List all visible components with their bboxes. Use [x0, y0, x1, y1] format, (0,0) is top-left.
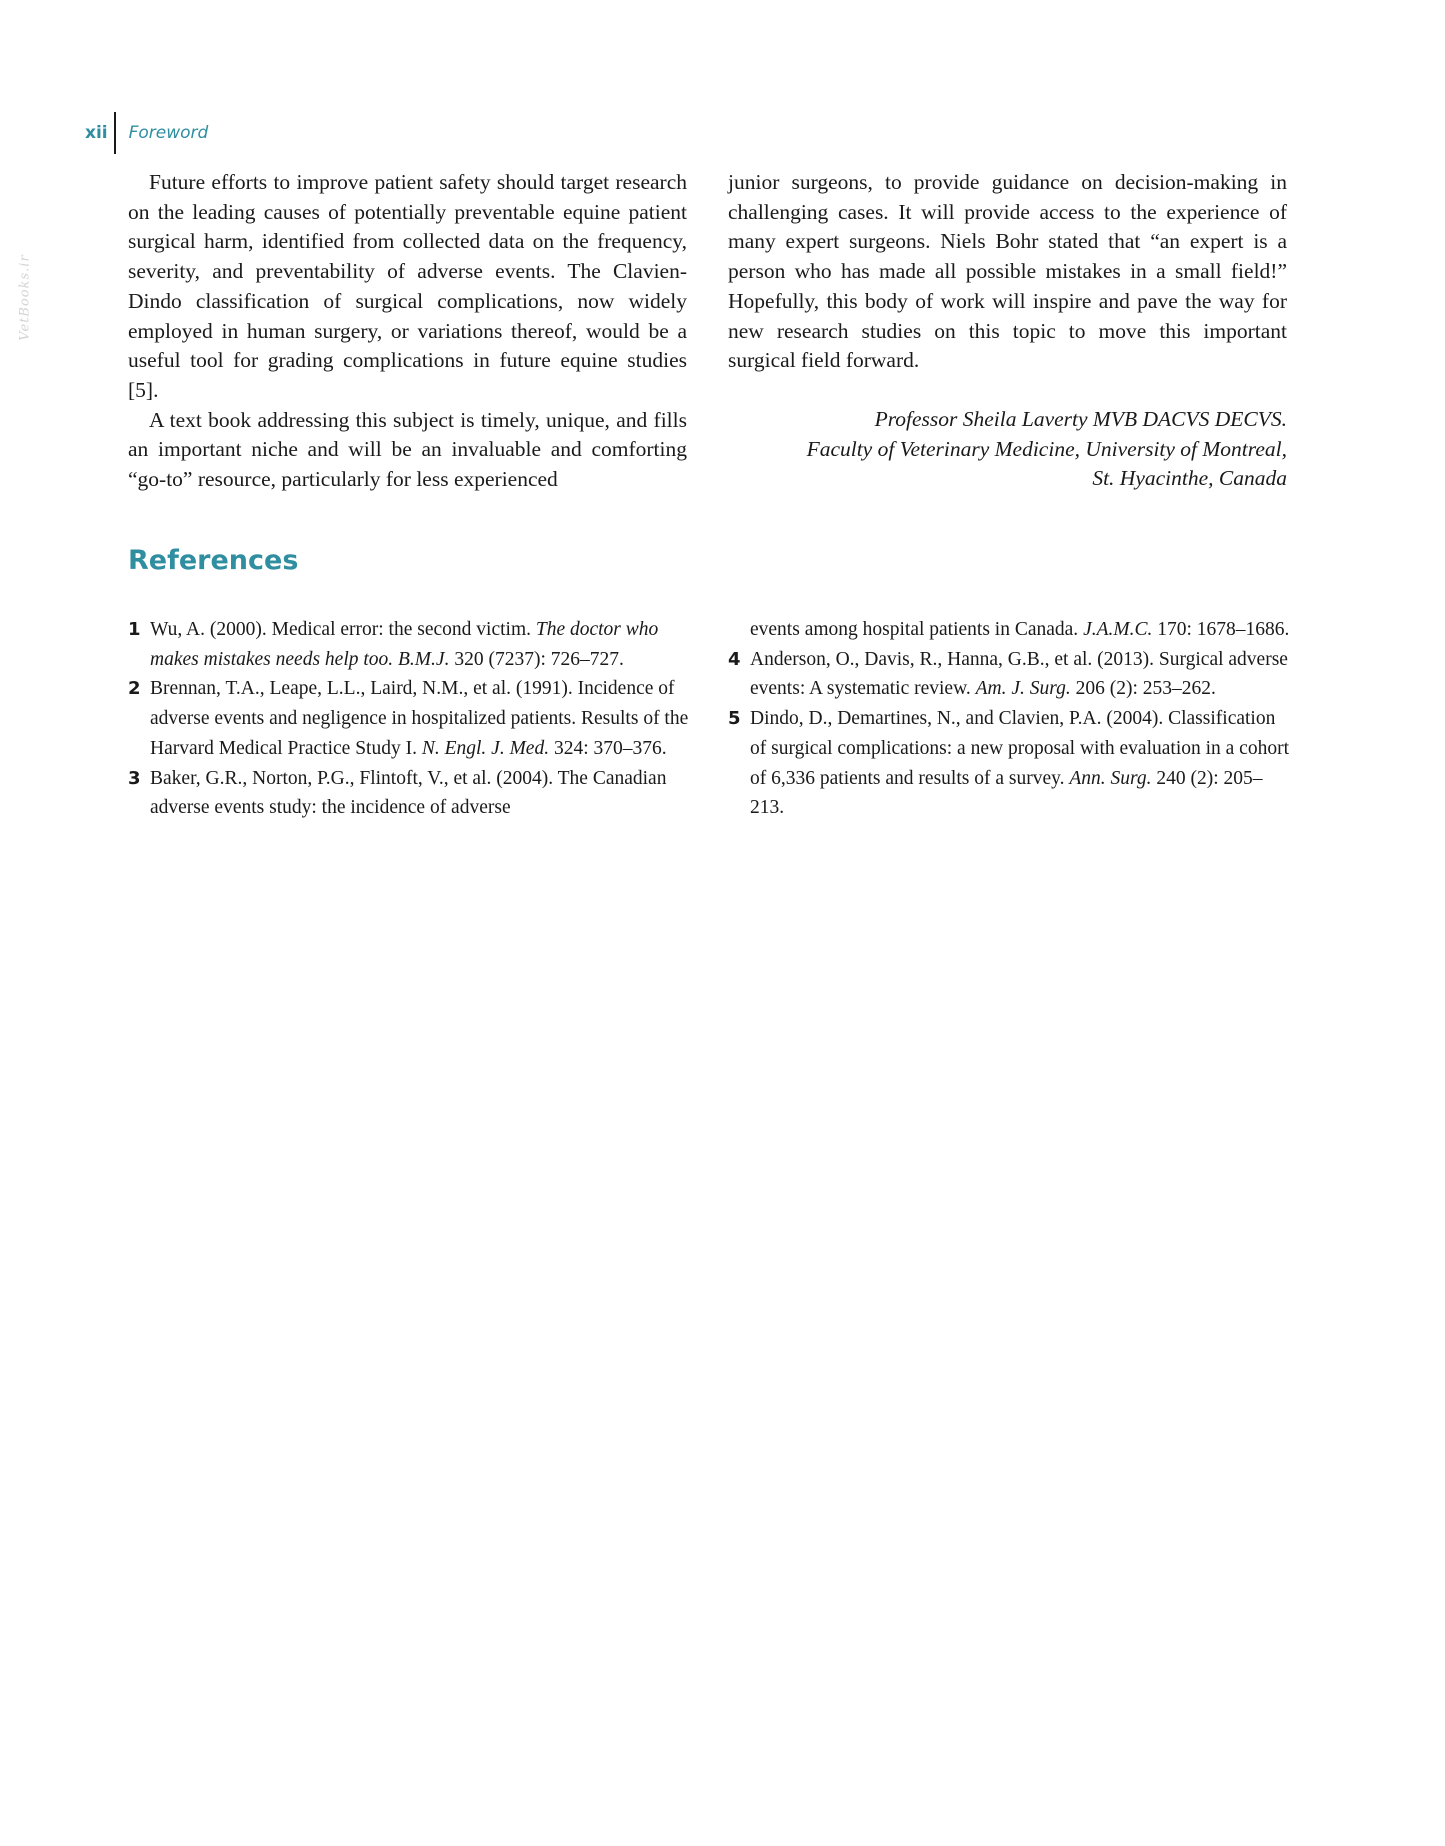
- signature-location: St. Hyacinthe, Canada: [1092, 466, 1287, 491]
- reference-journal: J.A.M.C.: [1083, 619, 1153, 640]
- reference-number: 2: [128, 678, 141, 700]
- reference-text: Brennan, T.A., Leape, L.L., Laird, N.M., et al. (1991). Incidence of adverse events and negligence in hospitalized patients. Results of the Harvard Medical Practice Study I.: [150, 678, 689, 759]
- reference-number: 5: [728, 708, 741, 730]
- signature-affiliation: Faculty of Veterinary Medicine, University of Montreal,: [806, 436, 1287, 461]
- reference-number: 4: [728, 648, 741, 670]
- references-heading: References: [128, 545, 299, 576]
- paragraph: junior surgeons, to provide guidance on decision-making in challenging cases. It will provide access to the experience of many expert surgeons. Niels Bohr stated that “an expert is a person who has made all possible mistakes in a small field!” Hopefully, this body of work will inspire and pave the way for new research studies on this topic to move this important surgical field forward.: [728, 170, 1287, 373]
- reference-citation: 320 (7237): 726–727.: [449, 648, 624, 670]
- reference-citation: 170: 1678–1686.: [1152, 619, 1290, 640]
- reference-text: Anderson, O., Davis, R., Hanna, G.B., et al. (2013). Surgical adverse events: A systematic review.: [750, 648, 1288, 700]
- reference-journal: Ann. Surg.: [1069, 767, 1152, 789]
- reference-number: 3: [128, 767, 141, 789]
- watermark: VetBooks.ir: [17, 254, 33, 341]
- reference-citation: 206 (2): 253–262.: [1070, 678, 1216, 700]
- reference-citation: 324: 370–376.: [549, 737, 667, 759]
- reference-journal: N. Engl. J. Med.: [421, 737, 550, 759]
- reference-item: [128, 615, 693, 674]
- reference-text: Baker, G.R., Norton, P.G., Flintoft, V., et al. (2004). The Canadian adverse events study: the incidence of adverse: [150, 767, 667, 819]
- body-column-left: [128, 168, 687, 495]
- signature-name: Professor Sheila Laverty MVB DACVS DECVS.: [874, 406, 1287, 431]
- author-signature: [728, 405, 1287, 494]
- reference-item: [128, 764, 693, 823]
- reference-journal: The doctor who makes mistakes needs help too. B.M.J.: [150, 619, 659, 670]
- reference-journal: Am. J. Surg.: [975, 678, 1071, 700]
- page-number: xii: [85, 123, 108, 143]
- reference-list-left: [128, 615, 693, 823]
- running-section-title: Foreword: [128, 123, 209, 143]
- reference-number: 1: [128, 619, 141, 640]
- reference-list-right: [728, 615, 1293, 823]
- reference-citation: 240 (2): 205–213.: [750, 767, 1263, 819]
- paragraph: A text book addressing this subject is timely, unique, and fills an important niche and will be an invaluable and comforting “go-to” resource, particularly for less experienced: [128, 407, 687, 492]
- reference-text: Dindo, D., Demartines, N., and Clavien, P.A. (2004). Classification of surgical complications: a new proposal with evaluation in a cohort of 6,336 patients and results of a survey.: [750, 708, 1290, 789]
- reference-item: [728, 704, 1293, 823]
- reference-item: [728, 645, 1293, 704]
- reference-item-continued: [728, 615, 1293, 645]
- header-divider: [114, 112, 116, 154]
- reference-text: events among hospital patients in Canada.: [750, 619, 1084, 640]
- paragraph: Future efforts to improve patient safety should target research on the leading causes of potentially preventable equine patient surgical harm, identified from collected data on the frequency, severity, and preventability of adverse events. The Clavien-Dindo classification of surgical complications, now widely employed in human surgery, or variations thereof, would be a useful tool for grading complications in future equine studies [5].: [128, 170, 687, 402]
- reference-item: [128, 674, 693, 763]
- reference-text: Wu, A. (2000). Medical error: the second victim.: [150, 619, 536, 640]
- body-column-right: [728, 168, 1287, 494]
- running-head: [85, 112, 208, 154]
